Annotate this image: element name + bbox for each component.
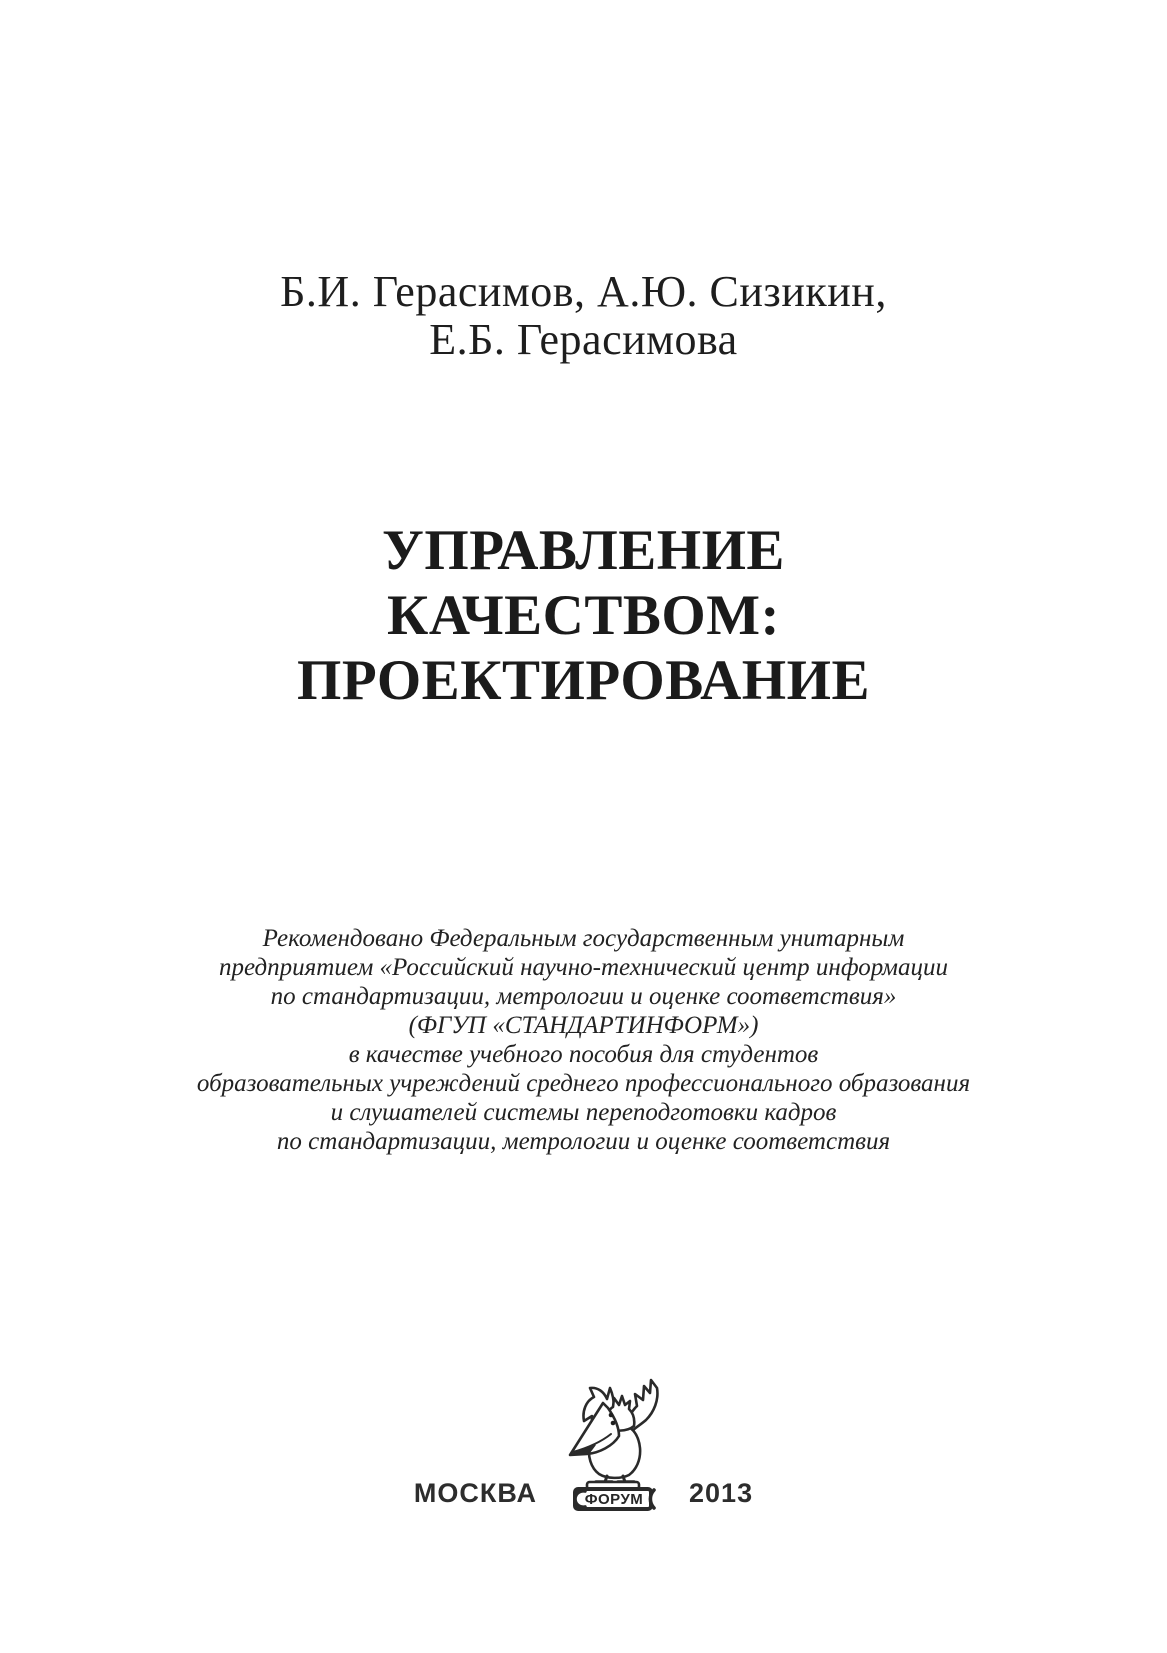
publisher-logo-text: ФОРУМ	[584, 1491, 644, 1508]
recommendation-block	[60, 924, 1107, 1156]
recommendation-line: и слушателей системы переподготовки кадров	[330, 1099, 837, 1126]
book-title	[0, 518, 1167, 713]
recommendation-line: предприятием «Российский научно-технический центр информации	[219, 954, 948, 981]
year-label: 2013	[689, 1478, 754, 1508]
book-title-line-2: КАЧЕСТВОМ:	[386, 584, 780, 647]
book-title-line-1: УПРАВЛЕНИЕ	[382, 519, 785, 582]
recommendation-line: по стандартизации, метрологии и оценке соответствия	[276, 1128, 891, 1155]
recommendation-line: Рекомендовано Федеральным государственным унитарным	[262, 925, 905, 952]
recommendation-line: образовательных учреждений среднего профессионального образования	[196, 1070, 971, 1097]
recommendation-line: по стандартизации, метрологии и оценке соответствия»	[270, 983, 897, 1010]
recommendation-line: (ФГУП «СТАНДАРТИНФОРМ»)	[408, 1012, 759, 1039]
book-title-line-3: ПРОЕКТИРОВАНИЕ	[297, 649, 870, 712]
bird-on-book-icon	[563, 1374, 663, 1512]
authors-line-2: Е.Б. Герасимова	[429, 315, 738, 364]
city-label: МОСКВА	[413, 1478, 538, 1508]
authors-line-1: Б.И. Герасимов, А.Ю. Сизикин,	[280, 267, 887, 316]
imprint-row	[0, 1372, 1167, 1512]
authors-block	[0, 268, 1167, 364]
recommendation-line: в качестве учебного пособия для студентов	[348, 1041, 819, 1068]
